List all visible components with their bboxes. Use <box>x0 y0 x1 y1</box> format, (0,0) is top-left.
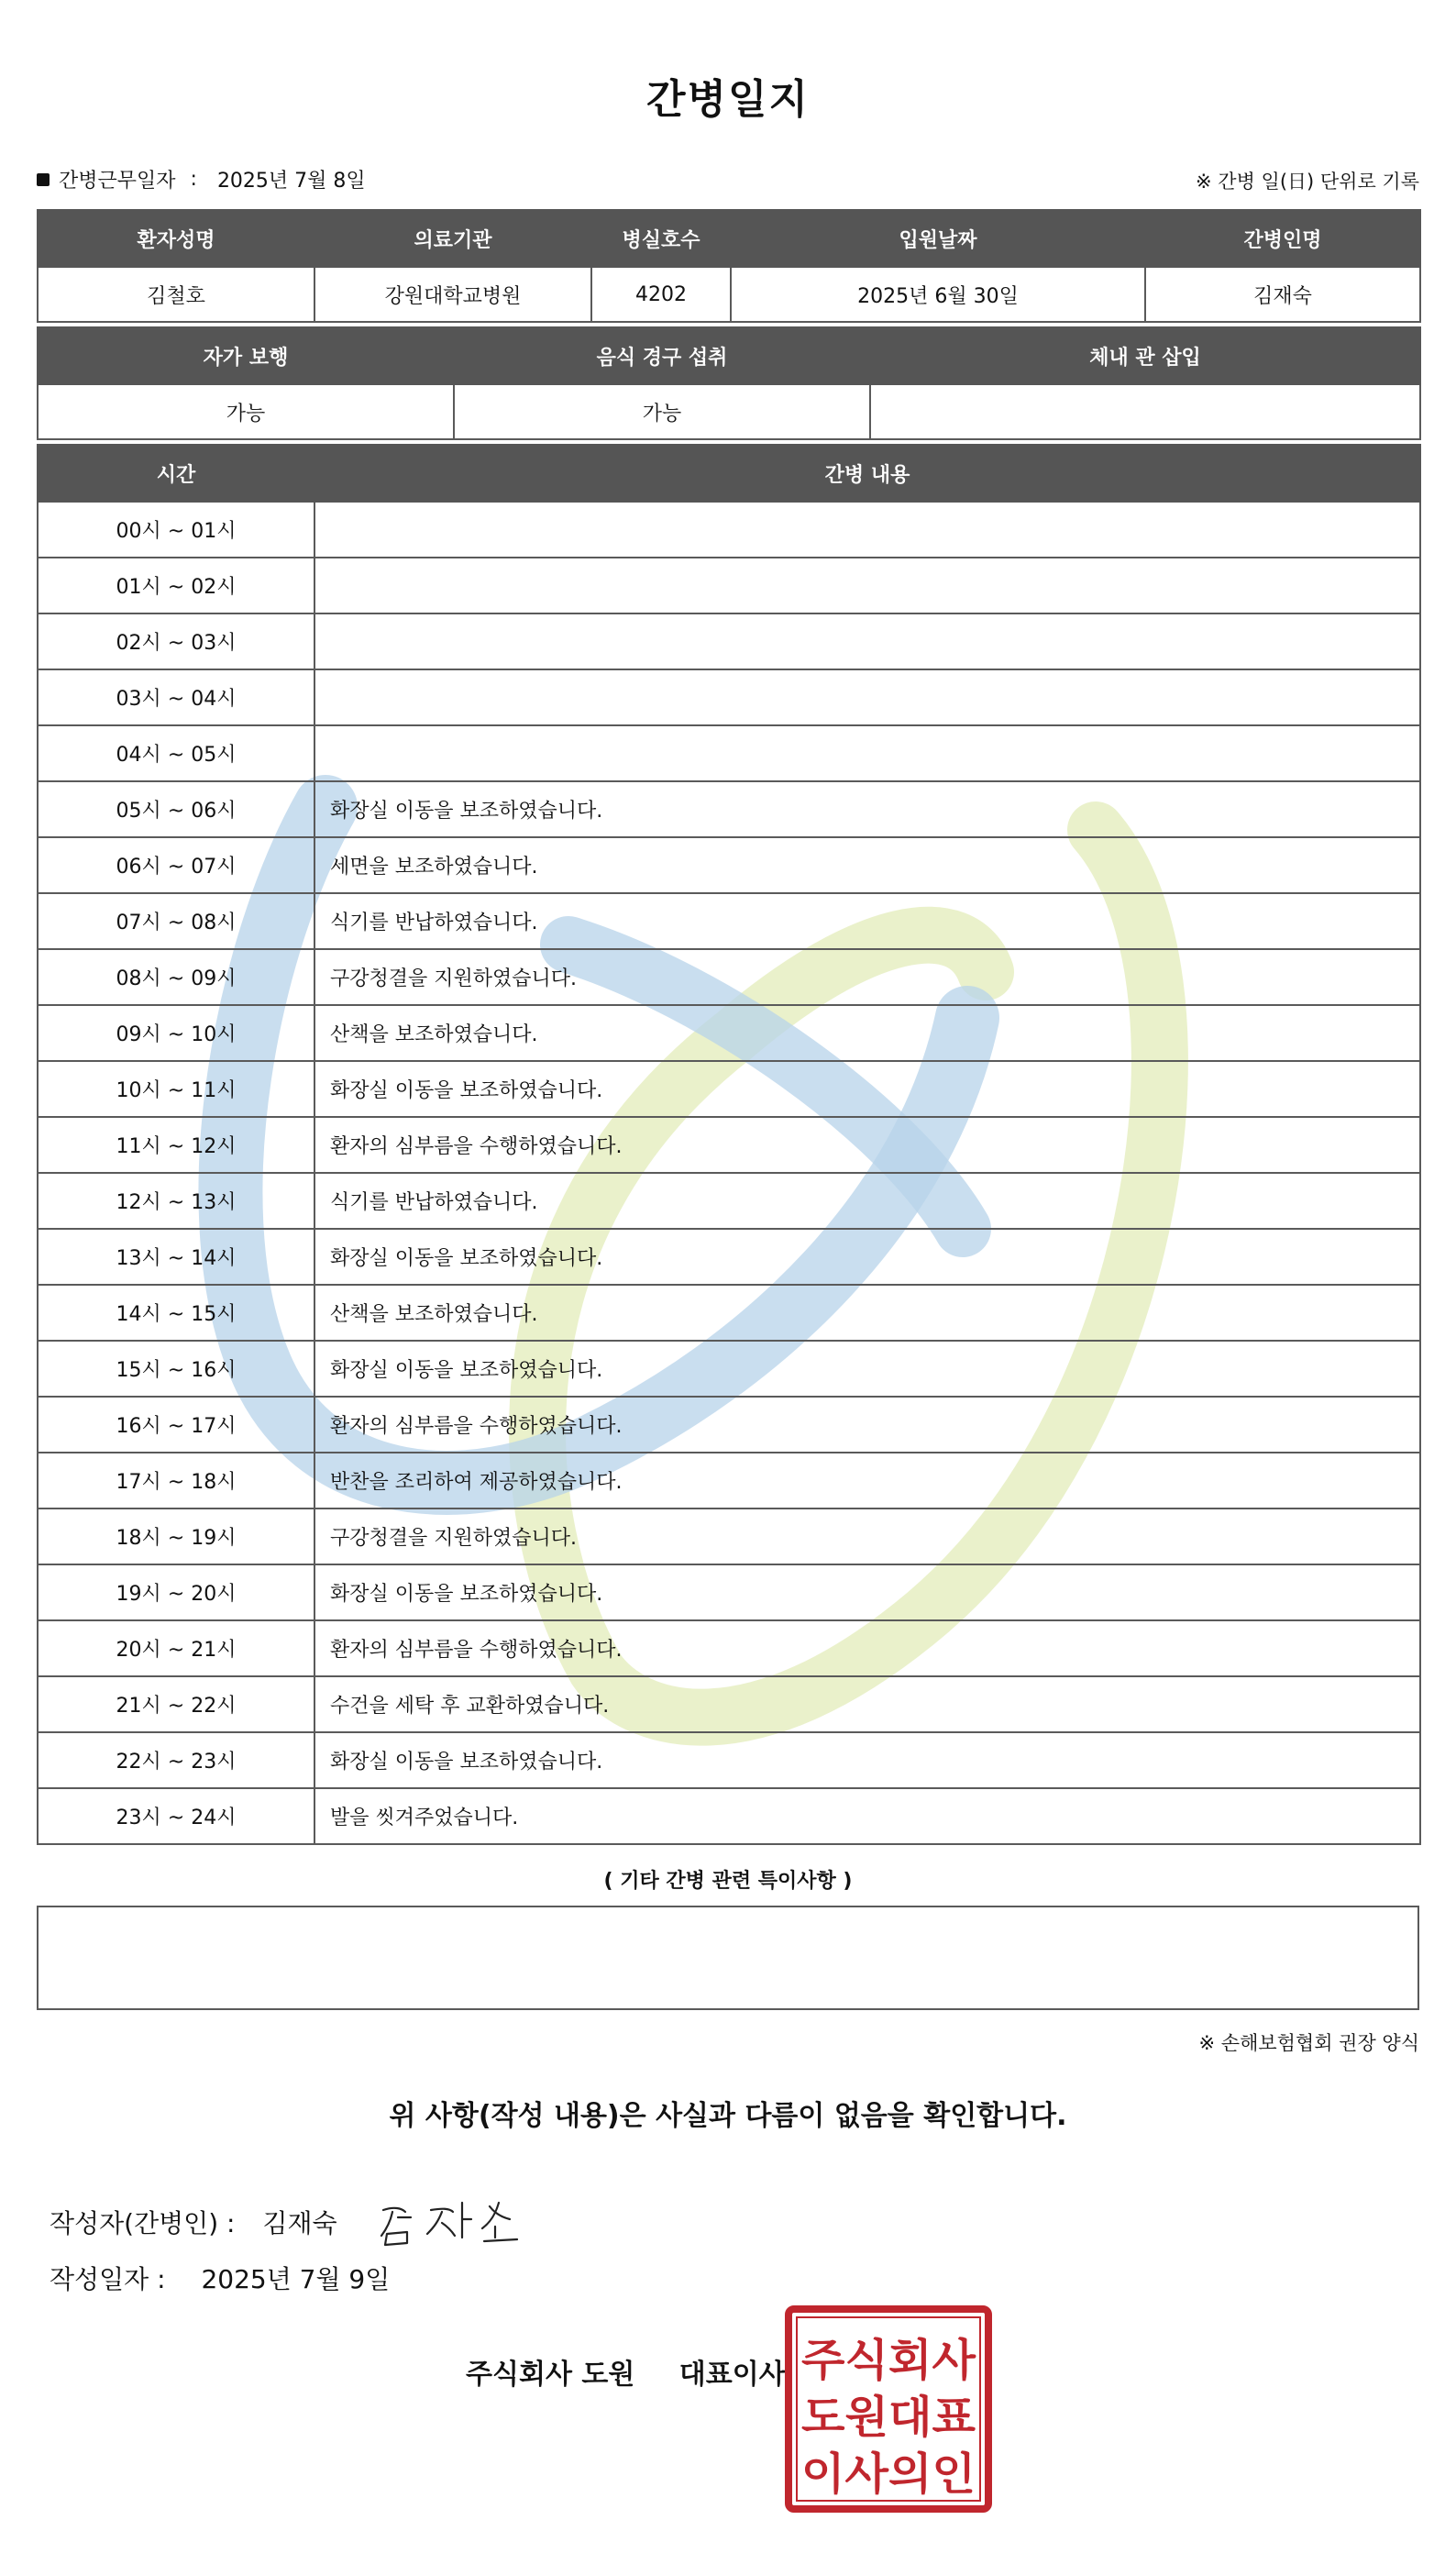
work-date-colon: : <box>190 168 197 191</box>
confirmation-statement: 위 사항(작성 내용)은 사실과 다름이 없음을 확인합니다. <box>389 2100 1067 2132</box>
oral-intake-value: 가능 <box>454 384 870 439</box>
table-row <box>38 725 1420 781</box>
time-slot: 22시 ~ 23시 <box>38 1732 314 1788</box>
time-slot: 12시 ~ 13시 <box>38 1173 314 1229</box>
time-slot: 10시 ~ 11시 <box>38 1061 314 1117</box>
care-content: 구강청결을 지원하였습니다. <box>314 1509 1420 1564</box>
table-row <box>38 669 1420 725</box>
table-row <box>38 1061 1420 1117</box>
table-row <box>38 502 1420 558</box>
company-name: 주식회사 도원 <box>466 2359 635 2391</box>
time-slot: 20시 ~ 21시 <box>38 1620 314 1676</box>
care-content <box>314 669 1420 725</box>
special-notes-box <box>37 1906 1419 2010</box>
care-content: 식기를 반납하였습니다. <box>314 893 1420 949</box>
table-row <box>38 1788 1420 1844</box>
header-patient-name: 환자성명 <box>38 210 314 267</box>
hourly-care-table <box>37 444 1421 1845</box>
written-date-row <box>50 2260 390 2296</box>
table-row <box>38 1564 1420 1620</box>
care-content: 환자의 심부름을 수행하였습니다. <box>314 1620 1420 1676</box>
hospital-name: 강원대학교병원 <box>314 267 591 322</box>
time-slot: 11시 ~ 12시 <box>38 1117 314 1173</box>
table-row <box>38 1117 1420 1173</box>
time-slot: 18시 ~ 19시 <box>38 1509 314 1564</box>
handwritten-signature-icon <box>374 2190 530 2254</box>
table-row <box>38 837 1420 893</box>
care-content: 화장실 이동을 보조하였습니다. <box>314 1564 1420 1620</box>
table-row <box>38 1341 1420 1397</box>
status-header-row <box>38 327 1420 384</box>
care-content: 발을 씻겨주었습니다. <box>314 1788 1420 1844</box>
patient-name: 김철호 <box>38 267 314 322</box>
company-seal-icon <box>785 2305 992 2513</box>
table-row <box>38 1229 1420 1285</box>
care-content: 산책을 보조하였습니다. <box>314 1285 1420 1341</box>
special-notes-title: ( 기타 간병 관련 특이사항 ) <box>603 1870 853 1893</box>
time-slot: 15시 ~ 16시 <box>38 1341 314 1397</box>
time-slot: 03시 ~ 04시 <box>38 669 314 725</box>
header-hospital: 의료기관 <box>314 210 591 267</box>
table-row <box>38 1453 1420 1509</box>
header-caregiver-name: 간병인명 <box>1145 210 1420 267</box>
header-self-walking: 자가 보행 <box>38 327 454 384</box>
table-row <box>38 558 1420 613</box>
care-content <box>314 502 1420 558</box>
time-slot: 16시 ~ 17시 <box>38 1397 314 1453</box>
time-slot: 09시 ~ 10시 <box>38 1005 314 1061</box>
care-content: 화장실 이동을 보조하였습니다. <box>314 781 1420 837</box>
representative-title: 대표이사 <box>678 2359 786 2391</box>
care-content: 화장실 이동을 보조하였습니다. <box>314 1341 1420 1397</box>
table-row <box>38 1173 1420 1229</box>
table-row <box>38 1285 1420 1341</box>
table-row <box>38 949 1420 1005</box>
time-slot: 08시 ~ 09시 <box>38 949 314 1005</box>
tube-insertion-value <box>870 384 1420 439</box>
header-tube-insertion: 체내 관 삽입 <box>870 327 1420 384</box>
form-source-note: ※ 손해보험협회 권장 양식 <box>1198 2032 1419 2054</box>
table-row <box>38 1005 1420 1061</box>
table-row <box>38 893 1420 949</box>
time-slot: 02시 ~ 03시 <box>38 613 314 669</box>
time-slot: 21시 ~ 22시 <box>38 1676 314 1732</box>
work-date-row <box>37 165 366 193</box>
header-oral-intake: 음식 경구 섭취 <box>454 327 870 384</box>
record-unit-note: ※ 간병 일(日) 단위로 기록 <box>1196 171 1419 193</box>
square-bullet-icon <box>37 173 50 186</box>
company-signatory <box>466 2351 786 2392</box>
care-content: 세면을 보조하였습니다. <box>314 837 1420 893</box>
admission-date: 2025년 6월 30일 <box>731 267 1145 322</box>
writer-label: 작성자(간병인) : <box>50 2208 236 2238</box>
writer-row <box>50 2190 530 2254</box>
time-slot: 04시 ~ 05시 <box>38 725 314 781</box>
self-walking-value: 가능 <box>38 384 454 439</box>
writer-name: 김재숙 <box>262 2208 337 2238</box>
time-slot: 19시 ~ 20시 <box>38 1564 314 1620</box>
time-slot: 17시 ~ 18시 <box>38 1453 314 1509</box>
time-slot: 05시 ~ 06시 <box>38 781 314 837</box>
care-content: 산책을 보조하였습니다. <box>314 1005 1420 1061</box>
care-content: 환자의 심부름을 수행하였습니다. <box>314 1397 1420 1453</box>
table-row <box>38 1620 1420 1676</box>
time-slot: 13시 ~ 14시 <box>38 1229 314 1285</box>
table-row <box>38 781 1420 837</box>
care-content: 구강청결을 지원하였습니다. <box>314 949 1420 1005</box>
table-row <box>38 1732 1420 1788</box>
care-header-row <box>38 445 1420 502</box>
care-content <box>314 558 1420 613</box>
time-slot: 23시 ~ 24시 <box>38 1788 314 1844</box>
caregiver-name: 김재숙 <box>1145 267 1420 322</box>
table-row <box>38 613 1420 669</box>
written-date-label: 작성일자 : <box>50 2264 166 2294</box>
header-care-content: 간병 내용 <box>314 445 1420 502</box>
seal-line-2: 도원대표 <box>801 2392 976 2443</box>
table-row <box>38 1676 1420 1732</box>
work-date-label: 간병근무일자 <box>59 170 176 193</box>
care-content <box>314 613 1420 669</box>
care-content: 화장실 이동을 보조하였습니다. <box>314 1732 1420 1788</box>
patient-info-table <box>37 209 1421 323</box>
care-content: 식기를 반납하였습니다. <box>314 1173 1420 1229</box>
time-slot: 06시 ~ 07시 <box>38 837 314 893</box>
care-content <box>314 725 1420 781</box>
time-slot: 00시 ~ 01시 <box>38 502 314 558</box>
seal-line-1: 주식회사 <box>801 2335 976 2386</box>
care-content: 수건을 세탁 후 교환하였습니다. <box>314 1676 1420 1732</box>
header-admission-date: 입원날짜 <box>731 210 1145 267</box>
status-value-row <box>38 384 1420 439</box>
page-title: 간병일지 <box>645 76 810 123</box>
time-slot: 07시 ~ 08시 <box>38 893 314 949</box>
time-slot: 01시 ~ 02시 <box>38 558 314 613</box>
table-row <box>38 1397 1420 1453</box>
written-date-value: 2025년 7월 9일 <box>201 2264 391 2294</box>
time-slot: 14시 ~ 15시 <box>38 1285 314 1341</box>
care-content: 환자의 심부름을 수행하였습니다. <box>314 1117 1420 1173</box>
header-time: 시간 <box>38 445 314 502</box>
room-number: 4202 <box>591 267 731 322</box>
header-room-number: 병실호수 <box>591 210 731 267</box>
seal-line-3: 이사의인 <box>801 2448 976 2500</box>
table-row <box>38 1509 1420 1564</box>
patient-info-header-row <box>38 210 1420 267</box>
care-content: 반찬을 조리하여 제공하였습니다. <box>314 1453 1420 1509</box>
patient-info-value-row <box>38 267 1420 322</box>
work-date-value: 2025년 7월 8일 <box>216 170 366 193</box>
care-content: 화장실 이동을 보조하였습니다. <box>314 1229 1420 1285</box>
care-content: 화장실 이동을 보조하였습니다. <box>314 1061 1420 1117</box>
patient-status-table <box>37 326 1421 440</box>
